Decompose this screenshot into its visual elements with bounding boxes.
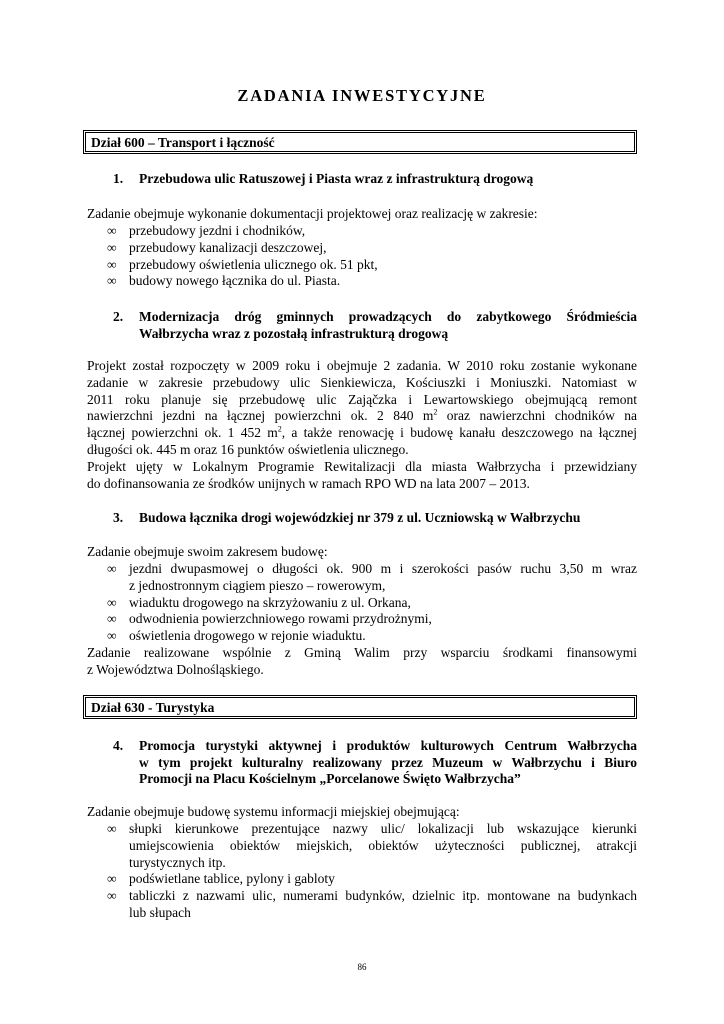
list-item-text: przebudowy kanalizacji deszczowej, [129, 239, 327, 255]
list-item [107, 888, 637, 922]
text-run: łącznej powierzchni ok. 1 452 m [87, 425, 278, 441]
item-3-outro [87, 645, 637, 679]
list-item-text: przebudowy jezdni i chodników, [129, 223, 306, 238]
list-item-text: wiaduktu drogowego na skrzyżowaniu z ul. Orkana, [129, 594, 411, 610]
list-item [107, 871, 637, 888]
list-item-text: umiejscowienia obiektów miejskich, obiektów użyteczności publicznej, atrakcji [129, 837, 637, 853]
heading-line: Modernizacja dróg gminnych prowadzących do zabytkowego Śródmieścia [139, 309, 637, 324]
list-item-text: turystycznych itp. [129, 854, 226, 870]
list-item [107, 821, 637, 871]
heading-line: Wałbrzycha wraz z pozostałą infrastrukturą drogową [139, 325, 449, 341]
paragraph-line: zadanie w zakresie przebudowy ulic Sienkiewicza, Kościuszki i Moniuszki. Natomiast w [87, 374, 637, 390]
text-run: nawierzchni jezdni na łącznej powierzchni ok. 2 840 m [87, 408, 434, 424]
paragraph-line: Zadanie obejmuje budowę systemu informacji miejskiej obejmującą: [87, 804, 460, 819]
infinity-bullet-icon: ∞ [107, 594, 117, 610]
list-item [107, 240, 637, 257]
list-item-text: tabliczki z nazwami ulic, numerami budynków, dzielnic itp. montowane na budynkach [129, 888, 637, 904]
list-item [107, 611, 637, 628]
superscript: 2 [277, 425, 282, 434]
infinity-bullet-icon: ∞ [107, 561, 117, 576]
infinity-bullet-icon: ∞ [107, 821, 117, 836]
list-item [107, 223, 637, 240]
section-header-630: Dział 630 - Turystyka [85, 697, 635, 717]
item-3-intro [87, 544, 637, 561]
item-number: 2. [113, 309, 124, 324]
page-title: ZADANIA INWESTYCYJNE [237, 86, 487, 105]
infinity-bullet-icon: ∞ [107, 256, 117, 272]
list-item-text: słupki kierunkowe prezentujące nazwy ulic/ lokalizacji lub wskazujące kierunki [129, 821, 637, 836]
item-heading-text [139, 738, 637, 788]
list-item [107, 257, 637, 274]
paragraph-line: z Województwa Dolnośląskiego. [87, 661, 264, 677]
item-heading-text [139, 309, 637, 342]
paragraph-line [87, 425, 637, 442]
text-run: oraz nawierzchni chodników na [437, 408, 637, 424]
infinity-bullet-icon: ∞ [107, 871, 117, 887]
item-1-bullets [107, 223, 637, 290]
list-item [107, 561, 637, 595]
list-item-text: odwodnienia powierzchniowego rowami przydrożnymi, [129, 611, 432, 627]
list-item-text: oświetlenia drogowego w rejonie wiaduktu. [129, 628, 366, 644]
heading-line: Promocji na Placu Kościelnym „Porcelanowe Święto Wałbrzycha” [139, 771, 521, 786]
list-item-text: jezdni dwupasmowej o długości ok. 900 m i szerokości pasów ruchu 3,50 m wraz [129, 561, 637, 576]
item-number: 4. [113, 738, 124, 753]
item-heading-text: Przebudowa ulic Ratuszowej i Piasta wraz z infrastrukturą drogową [139, 171, 534, 186]
list-item-text: przebudowy oświetlenia ulicznego ok. 51 pkt, [129, 256, 378, 272]
list-item [107, 273, 637, 290]
item-1-intro [87, 206, 637, 223]
item-3-bullets [107, 561, 637, 645]
paragraph-line: 2011 roku planuje się przebudowę ulic Zająčzka i Lewartowskiego obejmującą remont [87, 391, 637, 407]
paragraph-line: Zadanie obejmuje wykonanie dokumentacji projektowej oraz realizację w zakresie: [87, 206, 538, 221]
infinity-bullet-icon: ∞ [107, 273, 117, 289]
paragraph-line: Projekt ujęty w Lokalnym Programie Rewitalizacji dla miasta Wałbrzycha i przewidziany [87, 458, 637, 474]
list-item [107, 628, 637, 645]
infinity-bullet-icon: ∞ [107, 628, 117, 644]
paragraph-line: Zadanie obejmuje swoim zakresem budowę: [87, 544, 328, 559]
paragraph-line [87, 408, 637, 425]
item-4-intro [87, 804, 637, 821]
list-item-text: z jednostronnym ciągiem pieszo – rowerowym, [129, 577, 386, 593]
infinity-bullet-icon: ∞ [107, 239, 117, 255]
superscript: 2 [433, 408, 438, 417]
item-number: 3. [113, 510, 124, 525]
section-header-600: Dział 600 – Transport i łączność [85, 132, 635, 152]
item-4-bullets [107, 821, 637, 922]
infinity-bullet-icon: ∞ [107, 888, 117, 904]
paragraph-line: Projekt został rozpoczęty w 2009 roku i obejmuje 2 zadania. W 2010 roku zostanie wykonane [87, 358, 637, 373]
list-item-text: lub słupach [129, 904, 191, 920]
item-heading-text: Budowa łącznika drogi wojewódzkiej nr 379 z ul. Uczniowską w Wałbrzychu [139, 510, 581, 525]
list-item [107, 595, 637, 612]
infinity-bullet-icon: ∞ [107, 223, 117, 238]
paragraph-line: Zadanie realizowane wspólnie z Gminą Walim przy wsparciu środkami finansowymi [87, 645, 637, 660]
text-run: , a także renowację i budowę kanału deszczowego na łącznej [281, 425, 637, 441]
infinity-bullet-icon: ∞ [107, 611, 117, 627]
paragraph-line: długości ok. 445 m oraz 16 punktów oświetlenia ulicznego. [87, 441, 409, 457]
item-2-description [87, 358, 637, 492]
list-item-text: budowy nowego łącznika do ul. Piasta. [129, 273, 341, 289]
item-number: 1. [113, 171, 124, 186]
paragraph-line: do dofinansowania ze środków unijnych w ramach RPO WD na lata 2007 – 2013. [87, 475, 530, 491]
heading-line: Promocja turystyki aktywnej i produktów kulturowych Centrum Wałbrzycha [139, 738, 637, 753]
heading-line: w tym projekt kulturalny realizowany przez Muzeum w Wałbrzychu i Biuro [139, 754, 637, 770]
list-item-text: podświetlane tablice, pylony i gabloty [129, 871, 335, 887]
page-number: 86 [357, 962, 367, 972]
